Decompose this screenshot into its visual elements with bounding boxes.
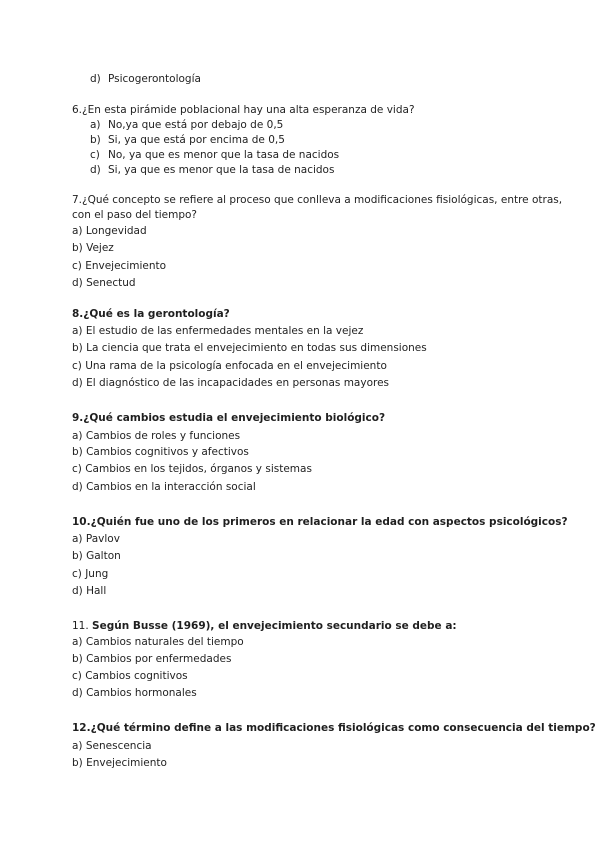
option: b) Envejecimiento: [72, 757, 167, 769]
option: d) Hall: [72, 585, 107, 597]
question-9: 9.¿Qué cambios estudia el envejecimiento biológico?: [72, 412, 386, 424]
question-11: [72, 620, 457, 633]
question-7-continuation: con el paso del tiempo?: [72, 209, 198, 221]
option: c) Cambios en los tejidos, órganos y sistemas: [72, 463, 312, 475]
option-label: d): [90, 164, 101, 176]
option: a) Cambios de roles y funciones: [72, 430, 241, 442]
option-label: b): [90, 134, 101, 146]
option: d) Cambios hormonales: [72, 687, 197, 699]
option: b) La ciencia que trata el envejecimiento en todas sus dimensiones: [72, 342, 427, 354]
option-label: d): [90, 73, 101, 85]
option: a) Senescencia: [72, 740, 152, 752]
option: b) Vejez: [72, 242, 114, 254]
option: c) Cambios cognitivos: [72, 670, 188, 682]
option-text: No, ya que es menor que la tasa de nacidos: [108, 149, 340, 161]
question-8: 8.¿Qué es la gerontología?: [72, 308, 230, 320]
option: a) El estudio de las enfermedades mentales en la vejez: [72, 325, 364, 337]
question-10: 10.¿Quién fue uno de los primeros en relacionar la edad con aspectos psicológicos?: [72, 516, 568, 528]
option: b) Cambios cognitivos y afectivos: [72, 446, 249, 458]
option: a) Pavlov: [72, 533, 120, 545]
question-6: 6.¿En esta pirámide poblacional hay una alta esperanza de vida?: [72, 104, 415, 116]
question-number: 11.: [72, 620, 89, 632]
option: c) Una rama de la psicología enfocada en el envejecimiento: [72, 360, 387, 372]
option-text: Psicogerontología: [108, 73, 201, 85]
option-label: a): [90, 119, 101, 131]
question-12: 12.¿Qué término define a las modificaciones fisiológicas como consecuencia del tiempo?: [72, 722, 596, 734]
option: b) Cambios por enfermedades: [72, 653, 232, 665]
option: c) Envejecimiento: [72, 260, 167, 272]
option: c) Jung: [72, 568, 109, 580]
option: a) Cambios naturales del tiempo: [72, 636, 244, 648]
option-text: No,ya que está por debajo de 0,5: [108, 119, 284, 131]
option: d) Senectud: [72, 277, 136, 289]
option-label: c): [90, 149, 100, 161]
option-text: Si, ya que está por encima de 0,5: [108, 134, 285, 146]
option: d) Cambios en la interacción social: [72, 481, 256, 493]
option: b) Galton: [72, 550, 121, 562]
question-text: Según Busse (1969), el envejecimiento secundario se debe a:: [92, 620, 457, 632]
question-7: 7.¿Qué concepto se refiere al proceso que conlleva a modificaciones fisiológicas, entre otras,: [72, 194, 563, 206]
option-text: Si, ya que es menor que la tasa de nacidos: [108, 164, 335, 176]
option: a) Longevidad: [72, 225, 147, 237]
option: d) El diagnóstico de las incapacidades en personas mayores: [72, 377, 390, 389]
